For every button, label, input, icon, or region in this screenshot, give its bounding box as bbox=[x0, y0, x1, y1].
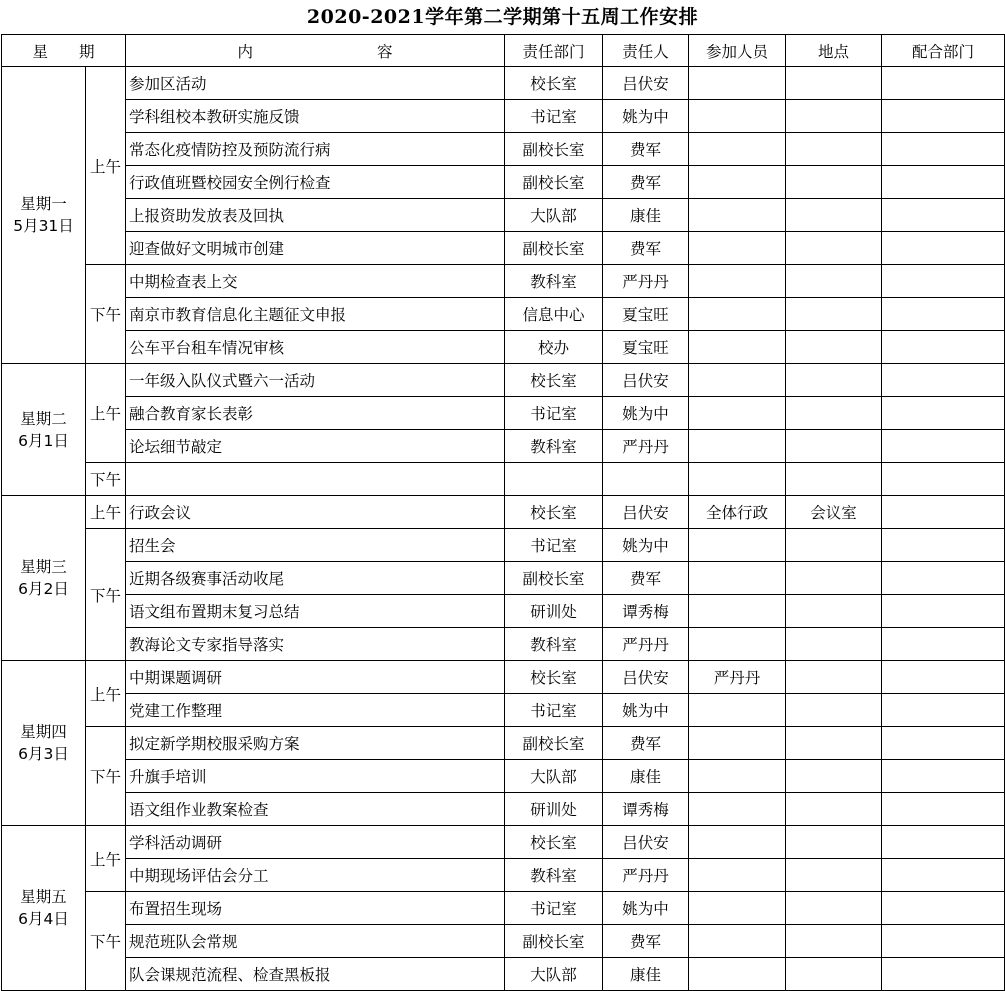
cooperate-cell bbox=[882, 628, 1005, 661]
cooperate-cell bbox=[882, 694, 1005, 727]
location-cell bbox=[786, 331, 882, 364]
location-cell bbox=[786, 727, 882, 760]
participants-cell bbox=[689, 628, 786, 661]
dept-cell: 校长室 bbox=[505, 496, 603, 529]
location-cell bbox=[786, 958, 882, 991]
location-cell bbox=[786, 628, 882, 661]
participants-cell: 严丹丹 bbox=[689, 661, 786, 694]
dept-cell: 校长室 bbox=[505, 67, 603, 100]
table-row bbox=[2, 67, 1005, 100]
person-cell bbox=[603, 463, 689, 496]
table-row bbox=[2, 397, 1005, 430]
person-cell: 夏宝旺 bbox=[603, 331, 689, 364]
day-name: 星期四 bbox=[20, 723, 67, 741]
person-cell: 吕伏安 bbox=[603, 67, 689, 100]
table-row bbox=[2, 694, 1005, 727]
content-cell: 语文组布置期末复习总结 bbox=[126, 595, 505, 628]
page-title: 2020-2021学年第二学期第十五周工作安排 bbox=[306, 6, 699, 28]
table-row bbox=[2, 364, 1005, 397]
participants-cell bbox=[689, 430, 786, 463]
participants-cell bbox=[689, 67, 786, 100]
person-cell: 吕伏安 bbox=[603, 364, 689, 397]
content-cell: 一年级入队仪式暨六一活动 bbox=[126, 364, 505, 397]
person-cell: 严丹丹 bbox=[603, 430, 689, 463]
location-cell bbox=[786, 463, 882, 496]
dept-cell: 教科室 bbox=[505, 628, 603, 661]
period-cell: 上午 bbox=[86, 661, 126, 727]
cooperate-cell bbox=[882, 364, 1005, 397]
dept-cell: 书记室 bbox=[505, 694, 603, 727]
cooperate-cell bbox=[882, 265, 1005, 298]
day-cell bbox=[2, 496, 86, 661]
location-cell bbox=[786, 694, 882, 727]
dept-cell: 副校长室 bbox=[505, 166, 603, 199]
day-name: 星期五 bbox=[20, 888, 67, 906]
participants-cell bbox=[689, 925, 786, 958]
cooperate-cell bbox=[882, 826, 1005, 859]
person-cell: 姚为中 bbox=[603, 529, 689, 562]
participants-cell bbox=[689, 364, 786, 397]
table-row bbox=[2, 265, 1005, 298]
table-row bbox=[2, 958, 1005, 991]
dept-cell: 校长室 bbox=[505, 364, 603, 397]
location-cell bbox=[786, 67, 882, 100]
table-row bbox=[2, 925, 1005, 958]
table-row bbox=[2, 529, 1005, 562]
location-cell bbox=[786, 760, 882, 793]
cooperate-cell bbox=[882, 232, 1005, 265]
location-cell bbox=[786, 133, 882, 166]
cooperate-cell bbox=[882, 100, 1005, 133]
content-cell: 融合教育家长表彰 bbox=[126, 397, 505, 430]
person-cell: 费军 bbox=[603, 166, 689, 199]
table-row bbox=[2, 892, 1005, 925]
person-cell: 姚为中 bbox=[603, 397, 689, 430]
location-cell: 会议室 bbox=[786, 496, 882, 529]
cooperate-cell bbox=[882, 67, 1005, 100]
table-row bbox=[2, 793, 1005, 826]
cooperate-cell bbox=[882, 133, 1005, 166]
person-cell: 严丹丹 bbox=[603, 265, 689, 298]
content-cell: 规范班队会常规 bbox=[126, 925, 505, 958]
location-cell bbox=[786, 859, 882, 892]
location-cell bbox=[786, 100, 882, 133]
day-name: 星期一 bbox=[20, 195, 67, 213]
day-cell bbox=[2, 67, 86, 364]
dept-cell: 大队部 bbox=[505, 760, 603, 793]
person-cell: 夏宝旺 bbox=[603, 298, 689, 331]
day-date: 5月31日 bbox=[13, 217, 74, 235]
period-cell: 下午 bbox=[86, 727, 126, 826]
location-cell bbox=[786, 595, 882, 628]
location-cell bbox=[786, 232, 882, 265]
person-cell: 费军 bbox=[603, 232, 689, 265]
content-cell: 学科活动调研 bbox=[126, 826, 505, 859]
content-cell: 升旗手培训 bbox=[126, 760, 505, 793]
dept-cell: 研训处 bbox=[505, 793, 603, 826]
participants-cell bbox=[689, 397, 786, 430]
table-row bbox=[2, 595, 1005, 628]
person-cell: 谭秀梅 bbox=[603, 793, 689, 826]
participants-cell bbox=[689, 133, 786, 166]
table-row bbox=[2, 826, 1005, 859]
dept-cell: 书记室 bbox=[505, 100, 603, 133]
dept-cell: 副校长室 bbox=[505, 727, 603, 760]
participants-cell bbox=[689, 166, 786, 199]
participants-cell bbox=[689, 826, 786, 859]
content-cell: 队会课规范流程、检查黑板报 bbox=[126, 958, 505, 991]
table-row bbox=[2, 430, 1005, 463]
content-cell: 论坛细节敲定 bbox=[126, 430, 505, 463]
cooperate-cell bbox=[882, 892, 1005, 925]
cooperate-cell bbox=[882, 529, 1005, 562]
table-row bbox=[2, 661, 1005, 694]
content-cell: 迎查做好文明城市创建 bbox=[126, 232, 505, 265]
dept-cell: 研训处 bbox=[505, 595, 603, 628]
day-date: 6月3日 bbox=[18, 745, 69, 763]
cooperate-cell bbox=[882, 166, 1005, 199]
location-cell bbox=[786, 397, 882, 430]
dept-cell: 信息中心 bbox=[505, 298, 603, 331]
participants-cell bbox=[689, 694, 786, 727]
dept-cell: 校长室 bbox=[505, 826, 603, 859]
location-cell bbox=[786, 826, 882, 859]
location-cell bbox=[786, 661, 882, 694]
content-cell: 公车平台租车情况审核 bbox=[126, 331, 505, 364]
participants-cell bbox=[689, 892, 786, 925]
location-cell bbox=[786, 265, 882, 298]
table-row bbox=[2, 166, 1005, 199]
table-row bbox=[2, 463, 1005, 496]
content-cell: 招生会 bbox=[126, 529, 505, 562]
cooperate-cell bbox=[882, 331, 1005, 364]
period-cell: 上午 bbox=[86, 67, 126, 265]
participants-cell bbox=[689, 859, 786, 892]
content-cell: 参加区活动 bbox=[126, 67, 505, 100]
day-date: 6月4日 bbox=[18, 910, 69, 928]
dept-cell: 书记室 bbox=[505, 892, 603, 925]
content-cell: 党建工作整理 bbox=[126, 694, 505, 727]
day-cell bbox=[2, 826, 86, 991]
person-cell: 费军 bbox=[603, 925, 689, 958]
day-date: 6月1日 bbox=[18, 431, 69, 450]
participants-cell bbox=[689, 562, 786, 595]
cooperate-cell bbox=[882, 958, 1005, 991]
person-cell: 严丹丹 bbox=[603, 628, 689, 661]
location-cell bbox=[786, 925, 882, 958]
dept-cell: 校办 bbox=[505, 331, 603, 364]
participants-cell bbox=[689, 793, 786, 826]
table-row bbox=[2, 100, 1005, 133]
content-cell: 上报资助发放表及回执 bbox=[126, 199, 505, 232]
participants-cell bbox=[689, 331, 786, 364]
cooperate-cell bbox=[882, 199, 1005, 232]
content-cell: 语文组作业教案检查 bbox=[126, 793, 505, 826]
day-name: 星期二 bbox=[20, 409, 67, 428]
dept-cell: 副校长室 bbox=[505, 232, 603, 265]
table-row bbox=[2, 331, 1005, 364]
participants-cell bbox=[689, 232, 786, 265]
cooperate-cell bbox=[882, 562, 1005, 595]
cooperate-cell bbox=[882, 496, 1005, 529]
day-cell bbox=[2, 661, 86, 826]
period-cell: 下午 bbox=[86, 529, 126, 661]
table-row bbox=[2, 562, 1005, 595]
person-cell: 吕伏安 bbox=[603, 496, 689, 529]
location-cell bbox=[786, 529, 882, 562]
dept-cell: 校长室 bbox=[505, 661, 603, 694]
person-cell: 康佳 bbox=[603, 760, 689, 793]
period-cell: 上午 bbox=[86, 364, 126, 463]
cooperate-cell bbox=[882, 661, 1005, 694]
header-day: 星 期 bbox=[2, 35, 126, 67]
cooperate-cell bbox=[882, 925, 1005, 958]
person-cell: 严丹丹 bbox=[603, 859, 689, 892]
table-row bbox=[2, 628, 1005, 661]
table-row bbox=[2, 760, 1005, 793]
location-cell bbox=[786, 892, 882, 925]
content-cell: 中期现场评估会分工 bbox=[126, 859, 505, 892]
person-cell: 吕伏安 bbox=[603, 826, 689, 859]
person-cell: 姚为中 bbox=[603, 892, 689, 925]
header-content: 内 容 bbox=[126, 35, 505, 67]
dept-cell: 大队部 bbox=[505, 199, 603, 232]
location-cell bbox=[786, 562, 882, 595]
participants-cell bbox=[689, 529, 786, 562]
participants-cell bbox=[689, 595, 786, 628]
cooperate-cell bbox=[882, 397, 1005, 430]
person-cell: 费军 bbox=[603, 727, 689, 760]
cooperate-cell bbox=[882, 298, 1005, 331]
dept-cell: 教科室 bbox=[505, 430, 603, 463]
content-cell: 近期各级赛事活动收尾 bbox=[126, 562, 505, 595]
dept-cell: 副校长室 bbox=[505, 925, 603, 958]
dept-cell: 大队部 bbox=[505, 958, 603, 991]
cooperate-cell bbox=[882, 760, 1005, 793]
content-cell: 南京市教育信息化主题征文申报 bbox=[126, 298, 505, 331]
header-location: 地点 bbox=[786, 35, 882, 67]
table-row bbox=[2, 727, 1005, 760]
participants-cell bbox=[689, 463, 786, 496]
person-cell: 康佳 bbox=[603, 958, 689, 991]
header-row bbox=[2, 35, 1005, 67]
table-row bbox=[2, 496, 1005, 529]
table-row bbox=[2, 133, 1005, 166]
schedule-table bbox=[1, 34, 1005, 991]
content-cell: 行政会议 bbox=[126, 496, 505, 529]
cooperate-cell bbox=[882, 463, 1005, 496]
content-cell: 中期课题调研 bbox=[126, 661, 505, 694]
content-cell: 常态化疫情防控及预防流行病 bbox=[126, 133, 505, 166]
period-cell: 下午 bbox=[86, 265, 126, 364]
person-cell: 吕伏安 bbox=[603, 661, 689, 694]
period-cell: 下午 bbox=[86, 463, 126, 496]
cooperate-cell bbox=[882, 793, 1005, 826]
header-cooperate: 配合部门 bbox=[882, 35, 1005, 67]
content-cell: 布置招生现场 bbox=[126, 892, 505, 925]
dept-cell: 副校长室 bbox=[505, 133, 603, 166]
content-cell: 中期检查表上交 bbox=[126, 265, 505, 298]
cooperate-cell bbox=[882, 595, 1005, 628]
dept-cell: 书记室 bbox=[505, 529, 603, 562]
location-cell bbox=[786, 364, 882, 397]
person-cell: 姚为中 bbox=[603, 100, 689, 133]
table-row bbox=[2, 232, 1005, 265]
participants-cell bbox=[689, 760, 786, 793]
header-participants: 参加人员 bbox=[689, 35, 786, 67]
participants-cell bbox=[689, 199, 786, 232]
person-cell: 费军 bbox=[603, 562, 689, 595]
table-row bbox=[2, 859, 1005, 892]
person-cell: 姚为中 bbox=[603, 694, 689, 727]
participants-cell bbox=[689, 727, 786, 760]
dept-cell: 教科室 bbox=[505, 265, 603, 298]
location-cell bbox=[786, 199, 882, 232]
participants-cell bbox=[689, 298, 786, 331]
location-cell bbox=[786, 793, 882, 826]
table-row bbox=[2, 199, 1005, 232]
day-name: 星期三 bbox=[20, 558, 67, 576]
cooperate-cell bbox=[882, 859, 1005, 892]
dept-cell bbox=[505, 463, 603, 496]
content-cell bbox=[126, 463, 505, 496]
person-cell: 谭秀梅 bbox=[603, 595, 689, 628]
person-cell: 康佳 bbox=[603, 199, 689, 232]
content-cell: 行政值班暨校园安全例行检查 bbox=[126, 166, 505, 199]
participants-cell: 全体行政 bbox=[689, 496, 786, 529]
day-cell bbox=[2, 364, 86, 496]
location-cell bbox=[786, 430, 882, 463]
day-date: 6月2日 bbox=[18, 580, 69, 598]
content-cell: 学科组校本教研实施反馈 bbox=[126, 100, 505, 133]
location-cell bbox=[786, 166, 882, 199]
participants-cell bbox=[689, 958, 786, 991]
content-cell: 拟定新学期校服采购方案 bbox=[126, 727, 505, 760]
table-row bbox=[2, 298, 1005, 331]
header-person: 责任人 bbox=[603, 35, 689, 67]
content-cell: 教海论文专家指导落实 bbox=[126, 628, 505, 661]
cooperate-cell bbox=[882, 430, 1005, 463]
dept-cell: 教科室 bbox=[505, 859, 603, 892]
period-cell: 下午 bbox=[86, 892, 126, 991]
person-cell: 费军 bbox=[603, 133, 689, 166]
dept-cell: 书记室 bbox=[505, 397, 603, 430]
location-cell bbox=[786, 298, 882, 331]
period-cell: 上午 bbox=[86, 496, 126, 529]
cooperate-cell bbox=[882, 727, 1005, 760]
period-cell: 上午 bbox=[86, 826, 126, 892]
header-dept: 责任部门 bbox=[505, 35, 603, 67]
participants-cell bbox=[689, 100, 786, 133]
participants-cell bbox=[689, 265, 786, 298]
dept-cell: 副校长室 bbox=[505, 562, 603, 595]
